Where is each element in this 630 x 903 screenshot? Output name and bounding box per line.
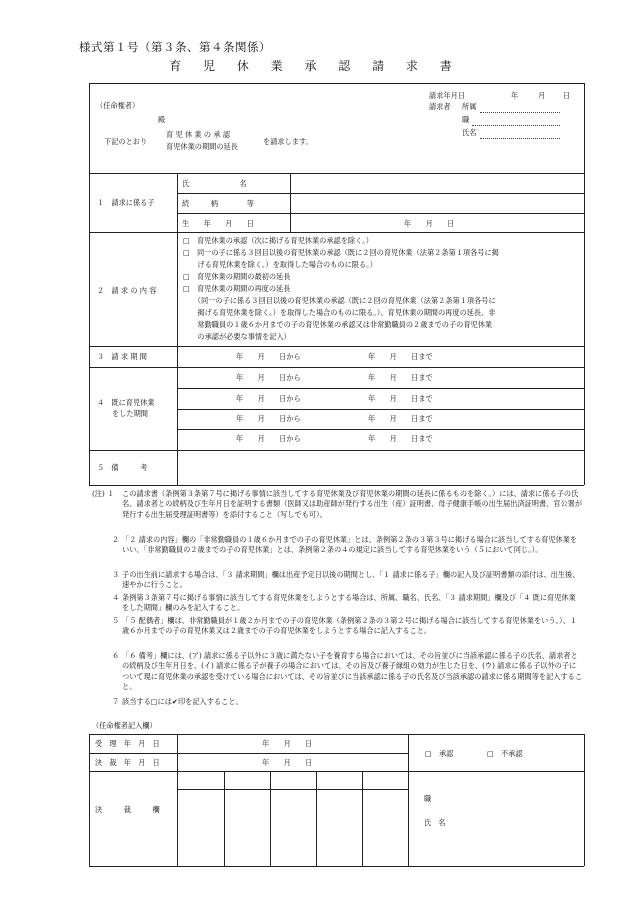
previous-to-2[interactable]: 年 月 日まで [368,394,433,403]
note-1-num: (注) １ [92,489,115,498]
affiliation-label: 所属 [462,102,477,111]
name-field[interactable] [480,138,560,139]
content-line-2[interactable]: □ 同一の子に係る３回目以後の育児休業の承認（既に２回の育児休業（法第２条第１項各号に掲 [183,248,499,257]
approver-post-label: 職 [424,794,432,803]
position-label: 職 [462,115,470,124]
request-date-month: 月 [538,91,546,100]
note-3-text: 子の出生前に請求する場合は、「３ 請求期間」欄は出産予定日以後の期間とし、「１ 請求に係る子」欄の記入及び証明書類の添付は、出生後、速やかに行うこと。 [122,570,580,590]
content-line-7: 掲げる育児休業を除く。）を取得した場合のものに限る。）、育児休業の期間の再度の延長、非 [183,308,496,317]
section-previous-label-2: をした期間 [112,409,148,418]
decided-date-label: 決 裁 年 月 日 [95,758,160,767]
period-to[interactable]: 年 月 日まで [368,352,433,361]
previous-to-1[interactable]: 年 月 日まで [368,373,433,382]
decision-label: 決 裁 欄 [95,805,160,814]
position-field[interactable] [472,125,560,126]
child-relation-label: 続 柄 等 [182,199,254,208]
previous-to-3[interactable]: 年 月 日まで [368,414,433,423]
previous-from-4[interactable]: 年 月 日から [236,434,301,443]
note-5-text: 「５ 配偶者」欄は、非常勤職員が１歳２か月までの子の育児休業（条例第２条の３第２号に掲げる場合に該当してする育児休業をいう。）、１歳６か月までの子の育児休業又は２歳までの子の育児休業をしようとする場合に記入すること。 [122,616,578,636]
approve-checkbox[interactable]: □ 承認 [425,749,454,758]
child-birth-date[interactable]: 年 月 日 [404,219,455,228]
content-line-9: の承認が必要な事情を記入） [183,332,291,341]
content-line-1[interactable]: □ 育児休業の承認（次に掲げる育児休業の承認を除く。） [183,236,373,245]
request-date-label: 請求年月日 [429,91,465,100]
note-7-text: 該当する□には✔印を記入すること。 [122,697,243,706]
content-line-8: 常勤職員の１歳６か月までの子の育児休業の承認又は非常勤職員の２歳までの子の育児休業 [183,320,493,329]
note-2-text: 「２ 請求の内容」欄の「非常勤職員の１歳６か月までの子の育児休業」とは、条例第２条の３第３号に掲げる場合に該当してする育児休業をいい、「非常勤職員の２歳までの子の育児休業」とは、条例第２条の４の規定に該当してする育児休業をいう（５において同じ。）。 [122,535,578,555]
note-1-text: この請求書（条例第３条第７号に掲げる事情に該当してする育児休業及び育児休業の期間の延長に係るものを除く。）には、請求に係る子の氏名、請求者との続柄及び生年月日を証明する書類（医師又は助産師が発行する出生（産）証明書、母子健康手帳の出生届出済証明書、官公署が発行する出生届受理証明書等）を添付すること（写しでも可）。 [122,489,583,519]
postamble: を請求します。 [263,137,313,146]
affiliation-field[interactable] [480,112,560,113]
note-5-num: ５ [112,616,120,625]
requester-label: 請求者 [429,102,451,111]
note-4-num: ４ [112,593,120,602]
section-child-label: １ 請求に係る子 [97,198,155,207]
child-name-label: 氏 名 [182,179,247,188]
request-date-day: 日 [563,91,571,100]
note-4-text: 条例第３条第７号に掲げる事情に該当してする育児休業をしようとする場合は、所属、職名、氏名、「３ 請求期間」欄及び「４ 既に育児休業をした期間」欄のみを記入すること。 [122,593,576,613]
approver-name-label: 氏 名 [424,818,446,827]
section-content-label: ２ 請 求 の 内 容 [97,286,157,295]
name-label: 氏名 [462,128,477,137]
received-date-label: 受 理 年 月 日 [95,739,160,748]
period-from[interactable]: 年 月 日から [236,352,301,361]
page-title: 育 児 休 業 承 認 請 求 書 [169,59,461,73]
decided-date-value[interactable]: 年 月 日 [262,758,313,767]
note-6-num: ６ [112,651,120,660]
content-line-6: （同一の子に係る３回目以後の育児休業の承認（既に２回の育児休業（法第２条第１項各号に [183,296,496,305]
reject-checkbox[interactable]: □ 不承認 [487,749,523,758]
content-line-3: げる育児休業を除く。）を取得した場合のものに限る。） [183,260,377,269]
option-extension: 育児休業の期間の延長 [166,142,238,151]
received-date-value[interactable]: 年 月 日 [262,739,313,748]
content-line-4[interactable]: □ 育児休業の期間の最初の延長 [183,272,291,281]
note-7-num: ７ [112,697,120,706]
appointer-heading: （任命権者記入欄） [92,721,157,730]
previous-from-3[interactable]: 年 月 日から [236,414,301,423]
child-birth-label: 生 年 月 日 [182,219,254,228]
previous-to-4[interactable]: 年 月 日まで [368,434,433,443]
note-6-text: 「６ 備考」欄には、(ア) 請求に係る子以外に３歳に満たない子を養育する場合においては、その旨並びに当該承認に係る子の氏名、請求者との続柄及び生年月日を、(イ) 請求に係る子が養子の場合においては、その旨及び養子縁組の効力が生じた日を、(ウ) 請求に係る子以外の子について現に育児休業の承認を受けている場合においては、その旨並びに当該承認に係る子の氏名及び当該承認の請求に係る期間等を記入すること。 [122,651,583,692]
previous-from-2[interactable]: 年 月 日から [236,394,301,403]
preamble: 下記のとおり [104,137,148,146]
appointer-label: （任命権者） [96,101,140,110]
section-previous-label-1: ４ 既に育児休業 [97,398,155,407]
previous-from-1[interactable]: 年 月 日から [236,373,301,382]
content-line-5[interactable]: □ 育児休業の期間の再度の延長 [183,284,291,293]
option-approval: 育 児 休 業 の 承 認 [166,130,231,139]
note-3-num: ３ [112,570,120,579]
form-number: 様式第１号（第３条、第４条関係） [79,40,271,54]
section-period-label: ３ 請 求 期 間 [97,352,147,361]
remarks-field[interactable] [178,451,583,484]
section-remarks-label: ５ 備 考 [97,463,148,472]
dono-label: 殿 [158,115,166,124]
note-2-num: ２ [112,535,120,544]
request-date-year: 年 [511,91,519,100]
